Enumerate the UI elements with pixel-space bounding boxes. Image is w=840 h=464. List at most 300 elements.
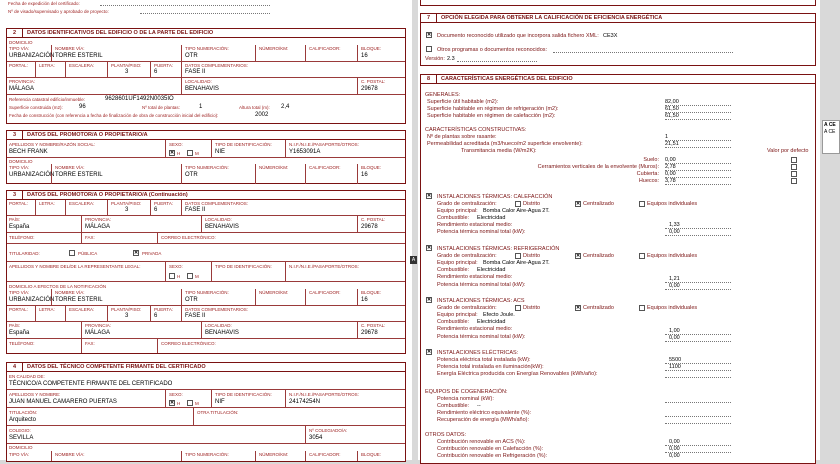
nombre-via-label: NOMBRE VÍA: (55, 46, 85, 51)
section-7-option (420, 13, 816, 66)
xml-option-value: CE3X (603, 33, 618, 39)
bloque-label: BLOQUE: (361, 290, 382, 295)
acs-checkbox[interactable]: ✕ (427, 297, 432, 303)
section-header (7, 131, 405, 140)
escalera-label: ESCALERA: (69, 63, 95, 68)
section-3-owner-data (6, 130, 406, 184)
side-panel-text: A CE (824, 122, 836, 128)
tipo-id-label: TIPO DE IDENTIFICACIÓN: (215, 264, 272, 269)
calefaccion-potencia-value: 0,00 (669, 229, 680, 235)
contact-row (7, 233, 405, 244)
dotted-line (665, 289, 731, 290)
distrito-label: Distrito (523, 201, 541, 207)
nplantas-label: Nº de plantas sobre rasante: (427, 134, 497, 140)
apellidos-value: JUAN MANUEL CAMARERO PUERTAS (9, 399, 117, 405)
individuales-checkbox[interactable] (639, 201, 645, 207)
ncolegiado-label: Nº COLEGIADO/A: (309, 428, 348, 433)
puerta-label: PUERTA: (154, 201, 174, 206)
section-4-technician-data (6, 362, 406, 462)
tipo-id-value: NIE (215, 149, 226, 155)
superficie-value: 96 (79, 104, 86, 110)
datos-complementarios-label: DATOS COMPLEMENTARIOS: (185, 63, 249, 68)
sup-calef-value: 61,50 (665, 113, 679, 119)
apellidos-label: APELLIDOS Y NOMBRE: (9, 392, 61, 397)
huecos-default-checkbox[interactable] (791, 178, 797, 184)
titulacion-row (7, 408, 405, 426)
planta-value: 3 (125, 69, 129, 75)
permeabilidad-value: 21,51 (665, 141, 679, 147)
representante-label: APELLIDOS Y NOMBRE DEL/DE LA REPRESENTANTE LEGAL: (9, 264, 141, 269)
owner-row (7, 140, 405, 158)
page-marker: A (411, 257, 416, 263)
cpostal-label: C. POSTAL: (361, 79, 386, 84)
address-row (7, 164, 405, 184)
refrigeracion-equipo-value: Bomba Calor Aire-Agua 2T. (483, 260, 550, 266)
contrib-refrig-value: 0,00 (669, 453, 680, 459)
distrito-checkbox[interactable] (515, 201, 521, 207)
sexo-h-checkbox[interactable]: ✕ (170, 150, 175, 156)
refrigeracion-rendimiento-value: 1,21 (669, 276, 680, 282)
tipo-via-value: URBANIZACIÓN (9, 53, 55, 59)
section-3-owner-continuation (6, 190, 406, 354)
centralizado-checkbox[interactable]: ✕ (576, 253, 581, 259)
sup-refrig-value: 61,50 (665, 106, 679, 112)
refcat-value: 9628601UF1492N0035IO (105, 96, 174, 102)
letra-label: LETRA: (39, 63, 55, 68)
tipo-via-value: URBANIZACIÓN (9, 172, 55, 178)
centralizado-checkbox[interactable]: ✕ (576, 201, 581, 207)
dotted-line (457, 61, 537, 62)
cpostal-value: 29678 (361, 224, 378, 230)
dotted-line (665, 235, 731, 236)
section-number: 3 (7, 131, 23, 139)
potencia-electrica-value: 5500 (669, 357, 682, 363)
combustible-cogeneracion-value: -- (477, 403, 481, 409)
nif-label: N.I.F./N.I.E./PASAPORTE/OTROS: (289, 392, 359, 397)
side-panel-fragment (822, 120, 840, 154)
section-title: CARACTERÍSTICAS ENERGÉTICAS DEL EDIFICIO (441, 76, 573, 82)
provincia-value: MÁLAGA (9, 86, 35, 92)
version-label: Versión: (425, 56, 445, 62)
publica-label: PÚBLICA (78, 251, 98, 256)
titularidad-row (7, 244, 405, 262)
domicilio-label: DOMICILIO (9, 40, 33, 45)
nombre-via-label: NOMBRE VÍA: (55, 165, 85, 170)
rep-sexo-m-checkbox[interactable] (187, 273, 193, 279)
acs-rendimiento-value: 1,00 (669, 328, 680, 334)
cpostal-value: 29678 (361, 86, 378, 92)
puerta-value: 6 (154, 69, 158, 75)
individuales-checkbox[interactable] (639, 253, 645, 259)
tipo-numeracion-label: TIPO NUMERACIÓN: (185, 290, 229, 295)
puerta-label: PUERTA: (154, 307, 174, 312)
ncolegiado-value: 3054 (309, 435, 323, 441)
potencia-iluminacion-value: 1100 (669, 364, 681, 370)
nplantas-value: 1 (199, 104, 203, 110)
apellidos-value: BECH FRANK (9, 149, 48, 155)
sexo-m-checkbox[interactable] (187, 400, 193, 406)
suelo-default-checkbox[interactable] (791, 157, 797, 163)
telefono-label: TELÉFONO: (9, 235, 35, 240)
refrigeracion-potencia-value: 0,00 (669, 283, 680, 289)
section-number: 3 (7, 191, 23, 199)
dotted-line (665, 377, 731, 378)
potencia-label: Potencia térmica nominal total (kW): (437, 282, 526, 288)
escalera-label: ESCALERA: (69, 201, 95, 206)
grado-label: Grado de centralización: (437, 201, 497, 207)
fecha-construccion-value: 2002 (255, 112, 269, 118)
refrigeracion-checkbox[interactable]: ✕ (427, 245, 432, 251)
nif-value: Y1653091A (289, 149, 321, 155)
cpostal-value: 29678 (361, 330, 378, 336)
pais-value: España (9, 224, 30, 230)
datos-complementarios-value: FASE II (185, 207, 206, 213)
localidad-value: BENAHAVIS (205, 330, 239, 336)
section-8-energy-characteristics (420, 74, 816, 464)
sup-refrig-label: Superficie habitable en régimen de refrigeración (m2): (427, 106, 559, 112)
calidad-value: TÉCNICO/A COMPETENTE FIRMANTE DEL CERTIFICADO (9, 381, 173, 387)
cogeneracion-heading: EQUIPOS DE COGENERACIÓN: (425, 389, 508, 395)
dotted-line (665, 423, 731, 424)
combustible-label: Combustible: (437, 215, 470, 221)
letra-label: LETRA: (39, 307, 55, 312)
left-page (0, 0, 412, 460)
sexo-m-label: M (195, 151, 199, 156)
equipo-label: Equipo principal: (437, 312, 478, 318)
bloque-label: BLOQUE: (361, 46, 382, 51)
address-detail-row (7, 62, 405, 78)
apellidos-label: APELLIDOS Y NOMBRE/RAZÓN SOCIAL: (9, 142, 96, 147)
section-number: 2 (7, 29, 23, 37)
sexo-h-checkbox[interactable]: ✕ (170, 400, 175, 406)
address-row (7, 45, 405, 62)
calefaccion-checkbox[interactable]: ✕ (427, 193, 432, 199)
permeabilidad-label: Permeabilidad acreditada (m3/hueco/m2 superficie envolvente): (427, 141, 583, 147)
section-header (7, 363, 405, 372)
nif-value: 24174254N (289, 399, 321, 405)
section-title: DATOS DEL PROMOTOR/A O PROPIETARIO/A (Continuación) (27, 192, 188, 198)
privada-label: PRIVADA (142, 251, 162, 256)
sexo-m-label: M (195, 401, 199, 406)
potencia-nominal-label: Potencia nominal (kW): (437, 396, 494, 402)
dotted-line (665, 370, 731, 371)
valor-defecto-label: Valor por defecto (767, 148, 809, 154)
calidad-row (7, 372, 405, 390)
potencia-label: Potencia térmica nominal total (kW): (437, 229, 526, 235)
muros-label: Cerramientos verticales de la envolvente (Muros): (537, 164, 659, 170)
grado-label: Grado de centralización: (437, 305, 497, 311)
individuales-label: Equipos individuales (647, 305, 698, 311)
combustible-label: Combustible: (437, 319, 470, 325)
contrib-acs-label: Contribución renovable en ACS (%): (437, 439, 526, 445)
rendimiento-cogeneracion-label: Rendimiento eléctrico equivalente (%): (437, 410, 532, 416)
cpostal-label: C. POSTAL: (361, 323, 386, 328)
centralizado-checkbox[interactable]: ✕ (576, 305, 581, 311)
nplantas-label: Nº total de plantas: (142, 105, 180, 110)
colegio-label: COLEGIO: (9, 428, 31, 433)
recuperacion-label: Recuperación de energía (MWh/año): (437, 417, 530, 423)
dotted-line (665, 119, 731, 120)
version-value: 2.3 (447, 56, 455, 62)
domicilio-label: DOMICILIO (9, 445, 33, 450)
datos-complementarios-value: FASE II (185, 69, 206, 75)
nif-label: N.I.F./N.I.E./PASAPORTE/OTROS: (289, 264, 359, 269)
tipo-via-label: TIPO VÍA: (9, 165, 30, 170)
numero-label: NÚMERO/KM: (259, 46, 289, 51)
suelo-label: Suelo: (643, 157, 659, 163)
domicilio-notificacion-label: DOMICILIO A EFECTOS DE LA NOTIFICACIÓN (9, 284, 107, 289)
dotted-line (665, 341, 731, 342)
sexo-label: SEXO: (169, 392, 183, 397)
expedition-date-label: Fecha de expedición del certificado: (8, 1, 80, 6)
numero-label: NÚMERO/KM: (259, 290, 289, 295)
sexo-label: SEXO: (169, 142, 183, 147)
tipo-via-label: TIPO VÍA: (9, 290, 30, 295)
localidad-value: BENAHAVIS (185, 86, 219, 92)
escalera-label: ESCALERA: (69, 307, 95, 312)
equipo-label: Equipo principal: (437, 260, 478, 266)
titulacion-value: Arquitecto (9, 417, 37, 423)
dotted-line (665, 147, 731, 148)
muros-default-checkbox[interactable] (791, 164, 797, 170)
cubierta-label: Cubierta: (636, 171, 659, 177)
calificador-label: CALIFICADOR: (309, 452, 341, 457)
localidad-value: BENAHAVIS (205, 224, 239, 230)
sexo-m-label: M (195, 274, 199, 279)
planta-label: PLANTA/PISO: (111, 201, 142, 206)
planta-label: PLANTA/PISO: (111, 63, 142, 68)
altura-value: 2,4 (281, 104, 290, 110)
domicilio-label: DOMICILIO (9, 159, 33, 164)
section-title: DATOS IDENTIFICATIVOS DEL EDIFICIO O DE LA PARTE DEL EDIFICIO (27, 30, 214, 36)
individuales-checkbox[interactable] (639, 305, 645, 311)
provincia-value: MÁLAGA (85, 224, 111, 230)
tipo-via-value: URBANIZACIÓN (9, 297, 55, 303)
provincia-value: MÁLAGA (85, 330, 111, 336)
sexo-h-label: H (177, 274, 181, 279)
nombre-via-value: TORRE ESTERIL (55, 53, 103, 59)
right-page (418, 0, 820, 460)
calefaccion-equipo-value: Bomba Calor Aire-Agua 2T. (483, 208, 550, 214)
calidad-label: EN CALIDAD DE: (9, 374, 45, 379)
contrib-calef-value: 0,00 (669, 446, 680, 452)
section-header (7, 29, 405, 38)
localidad-label: LOCALIDAD: (185, 79, 212, 84)
contact-row (7, 339, 405, 353)
sexo-m-checkbox[interactable] (187, 150, 193, 156)
location-row (7, 78, 405, 95)
section-title: DATOS DEL PROMOTOR/A O PROPIETARIO/A (27, 132, 148, 138)
cubierta-value: 0,00 (665, 171, 676, 177)
tipo-via-label: TIPO VÍA: (9, 46, 30, 51)
muros-value: 2,78 (665, 164, 676, 170)
electricas-checkbox[interactable]: ✕ (427, 349, 432, 355)
sup-habitable-label: Superficie útil habitable (m2): (427, 99, 499, 105)
distrito-checkbox[interactable] (515, 305, 521, 311)
localidad-label: LOCALIDAD: (205, 323, 232, 328)
calefaccion-title: INSTALACIONES TÉRMICAS: CALEFACCIÓN (437, 194, 553, 200)
section-number: 7 (421, 14, 437, 22)
section-title: OPCIÓN ELEGIDA PARA OBTENER LA CALIFICACIÓN DE EFICIENCIA ENERGÉTICA (441, 15, 663, 21)
planta-value: 3 (125, 313, 129, 319)
address-row (7, 289, 405, 306)
nombre-via-value: TORRE ESTERIL (55, 172, 103, 178)
contrib-acs-value: 0,00 (669, 439, 680, 445)
contrib-refrig-label: Contribución renovable en Refrigeración (%): (437, 453, 548, 459)
tipo-id-value: NIF (215, 399, 225, 405)
portal-label: PORTAL: (9, 307, 28, 312)
colegio-row (7, 426, 405, 444)
otra-titulacion-label: OTRA TITULACIÓN: (197, 410, 239, 415)
nplantas-value: 1 (665, 134, 669, 140)
distrito-label: Distrito (523, 253, 541, 259)
acs-potencia-value: 0,00 (669, 335, 680, 341)
technician-row (7, 390, 405, 408)
section-header (421, 75, 815, 84)
individuales-label: Equipos individuales (647, 253, 698, 259)
tipo-id-label: TIPO DE IDENTIFICACIÓN: (215, 392, 272, 397)
address-detail-row (7, 200, 405, 216)
pais-value: España (9, 330, 30, 336)
sexo-h-label: H (177, 401, 181, 406)
fax-label: FAX: (85, 235, 95, 240)
fax-label: FAX: (85, 341, 95, 346)
tipo-numeracion-value: OTR (185, 53, 198, 59)
cubierta-default-checkbox[interactable] (791, 171, 797, 177)
cpostal-label: C. POSTAL: (361, 217, 386, 222)
nombre-via-label: NOMBRE VÍA: (55, 452, 85, 457)
telefono-label: TELÉFONO: (9, 341, 35, 346)
transmitancia-label: Transmitancia media (W/m2K): (461, 148, 537, 154)
sexo-label: SEXO: (169, 264, 183, 269)
nombre-via-label: NOMBRE VÍA: (55, 290, 85, 295)
dotted-line (665, 184, 731, 185)
puerta-label: PUERTA: (154, 63, 174, 68)
datos-complementarios-label: DATOS COMPLEMENTARIOS: (185, 201, 249, 206)
calefaccion-combustible-value: Electricidad (477, 215, 506, 221)
numero-label: NÚMERO/KM: (259, 452, 289, 457)
dotted-line (553, 52, 733, 53)
fecha-construccion-label: Fecha de construcción (con referencia a fecha de finalización de obra de construcción inicial del edificio): (9, 113, 219, 118)
centralizado-label: Centralizado (583, 201, 614, 207)
nombre-via-value: TORRE ESTERIL (55, 297, 103, 303)
sexo-h-label: H (177, 151, 181, 156)
distrito-checkbox[interactable] (515, 253, 521, 259)
puerta-value: 6 (154, 207, 158, 213)
rendimiento-label: Rendimiento estacional medio: (437, 222, 513, 228)
xml-option-checkbox[interactable]: ✕ (427, 32, 432, 38)
calificador-label: CALIFICADOR: (309, 46, 341, 51)
generales-heading: GENERALES: (425, 92, 461, 98)
altura-label: Altura total (m): (239, 105, 270, 110)
calefaccion-rendimiento-value: 1,33 (669, 222, 680, 228)
energia-renovable-label: Energía Eléctrica producida con Energías Renovables (kWh/año): (437, 371, 598, 377)
provincia-label: PROVINCIA: (85, 217, 112, 222)
constructivas-heading: CARACTERÍSTICAS CONSTRUCTIVAS: (425, 127, 527, 133)
tipo-numeracion-label: TIPO NUMERACIÓN: (185, 46, 229, 51)
provincia-label: PROVINCIA: (85, 323, 112, 328)
calificador-label: CALIFICADOR: (309, 290, 341, 295)
pais-label: PAÍS: (9, 217, 21, 222)
individuales-label: Equipos individuales (647, 201, 698, 207)
tipo-via-label: TIPO VÍA: (9, 452, 30, 457)
tipo-numeracion-value: OTR (185, 172, 198, 178)
bloque-value: 16 (361, 172, 368, 178)
refrigeracion-title: INSTALACIONES TÉRMICAS: REFRIGERACIÓN (437, 246, 560, 252)
electricas-title: INSTALACIONES ELÉCTRICAS: (437, 350, 519, 356)
combustible-cogeneracion-label: Combustible: (437, 403, 470, 409)
equipo-label: Equipo principal: (437, 208, 478, 214)
acs-combustible-value: Electricidad (477, 319, 506, 325)
sup-calef-label: Superficie habitable en régimen de calefacción (m2): (427, 113, 556, 119)
representative-row (7, 262, 405, 282)
letra-label: LETRA: (39, 201, 55, 206)
grado-label: Grado de centralización: (437, 253, 497, 259)
rep-sexo-h-checkbox[interactable] (169, 273, 175, 279)
dotted-line (100, 5, 270, 6)
xml-option-label: Documento reconocido utilizado que incorpora salida fichero XML: (437, 33, 599, 39)
tipo-numeracion-label: TIPO NUMERACIÓN: (185, 452, 229, 457)
correo-label: CORREO ELECTRÓNICO: (161, 235, 216, 240)
portal-label: PORTAL: (9, 201, 28, 206)
colegio-value: SEVILLA (9, 435, 34, 441)
correo-label: CORREO ELECTRÓNICO: (161, 341, 216, 346)
privada-checkbox[interactable]: ✕ (134, 250, 139, 256)
bloque-label: BLOQUE: (361, 165, 382, 170)
refrigeracion-combustible-value: Electricidad (477, 267, 506, 273)
centralizado-label: Centralizado (583, 253, 614, 259)
bloque-value: 16 (361, 53, 368, 59)
bloque-value: 16 (361, 297, 368, 303)
location-row (7, 216, 405, 233)
datos-complementarios-value: FASE II (185, 313, 206, 319)
huecos-label: Huecos: (638, 178, 659, 184)
other-programs-label: Otros programas o documentos reconocidos: (437, 47, 548, 53)
contrib-calef-label: Contribución renovable en Calefacción (%): (437, 446, 544, 452)
superficie-label: Superficie construida (m2): (9, 105, 63, 110)
section-2-building-data (6, 28, 406, 124)
portal-label: PORTAL: (9, 63, 28, 68)
potencia-label: Potencia térmica nominal total (kW): (437, 334, 526, 340)
distrito-label: Distrito (523, 305, 541, 311)
acs-equipo-value: Efecto Joule. (483, 312, 515, 318)
potencia-iluminacion-label: Potencia total instalada en iluminación(kW): (437, 364, 544, 370)
rendimiento-label: Rendimiento estacional medio: (437, 274, 513, 280)
tipo-id-label: TIPO DE IDENTIFICACIÓN: (215, 142, 272, 147)
location-row (7, 322, 405, 339)
localidad-label: LOCALIDAD: (205, 217, 232, 222)
provincia-label: PROVINCIA: (9, 79, 36, 84)
nif-label: N.I.F./N.I.E./PASAPORTE/OTROS: (289, 142, 359, 147)
tipo-numeracion-value: OTR (185, 297, 198, 303)
refcat-label: Referencia catastral edificio/inmueble: (9, 97, 86, 102)
tipo-numeracion-label: TIPO NUMERACIÓN: (185, 165, 229, 170)
side-panel-text: A CE (824, 129, 836, 135)
publica-checkbox[interactable] (69, 250, 75, 256)
pais-label: PAÍS: (9, 323, 21, 328)
other-programs-checkbox[interactable] (426, 46, 432, 52)
address-detail-row (7, 306, 405, 322)
puerta-value: 6 (154, 313, 158, 319)
section-number: 8 (421, 75, 437, 83)
dotted-line (665, 402, 731, 403)
centralizado-label: Centralizado (583, 305, 614, 311)
titularidad-label: TITULARIDAD: (9, 251, 40, 256)
planta-label: PLANTA/PISO: (111, 307, 142, 312)
datos-complementarios-label: DATOS COMPLEMENTARIOS: (185, 307, 249, 312)
rendimiento-label: Rendimiento estacional medio: (437, 326, 513, 332)
dotted-line (665, 416, 731, 417)
